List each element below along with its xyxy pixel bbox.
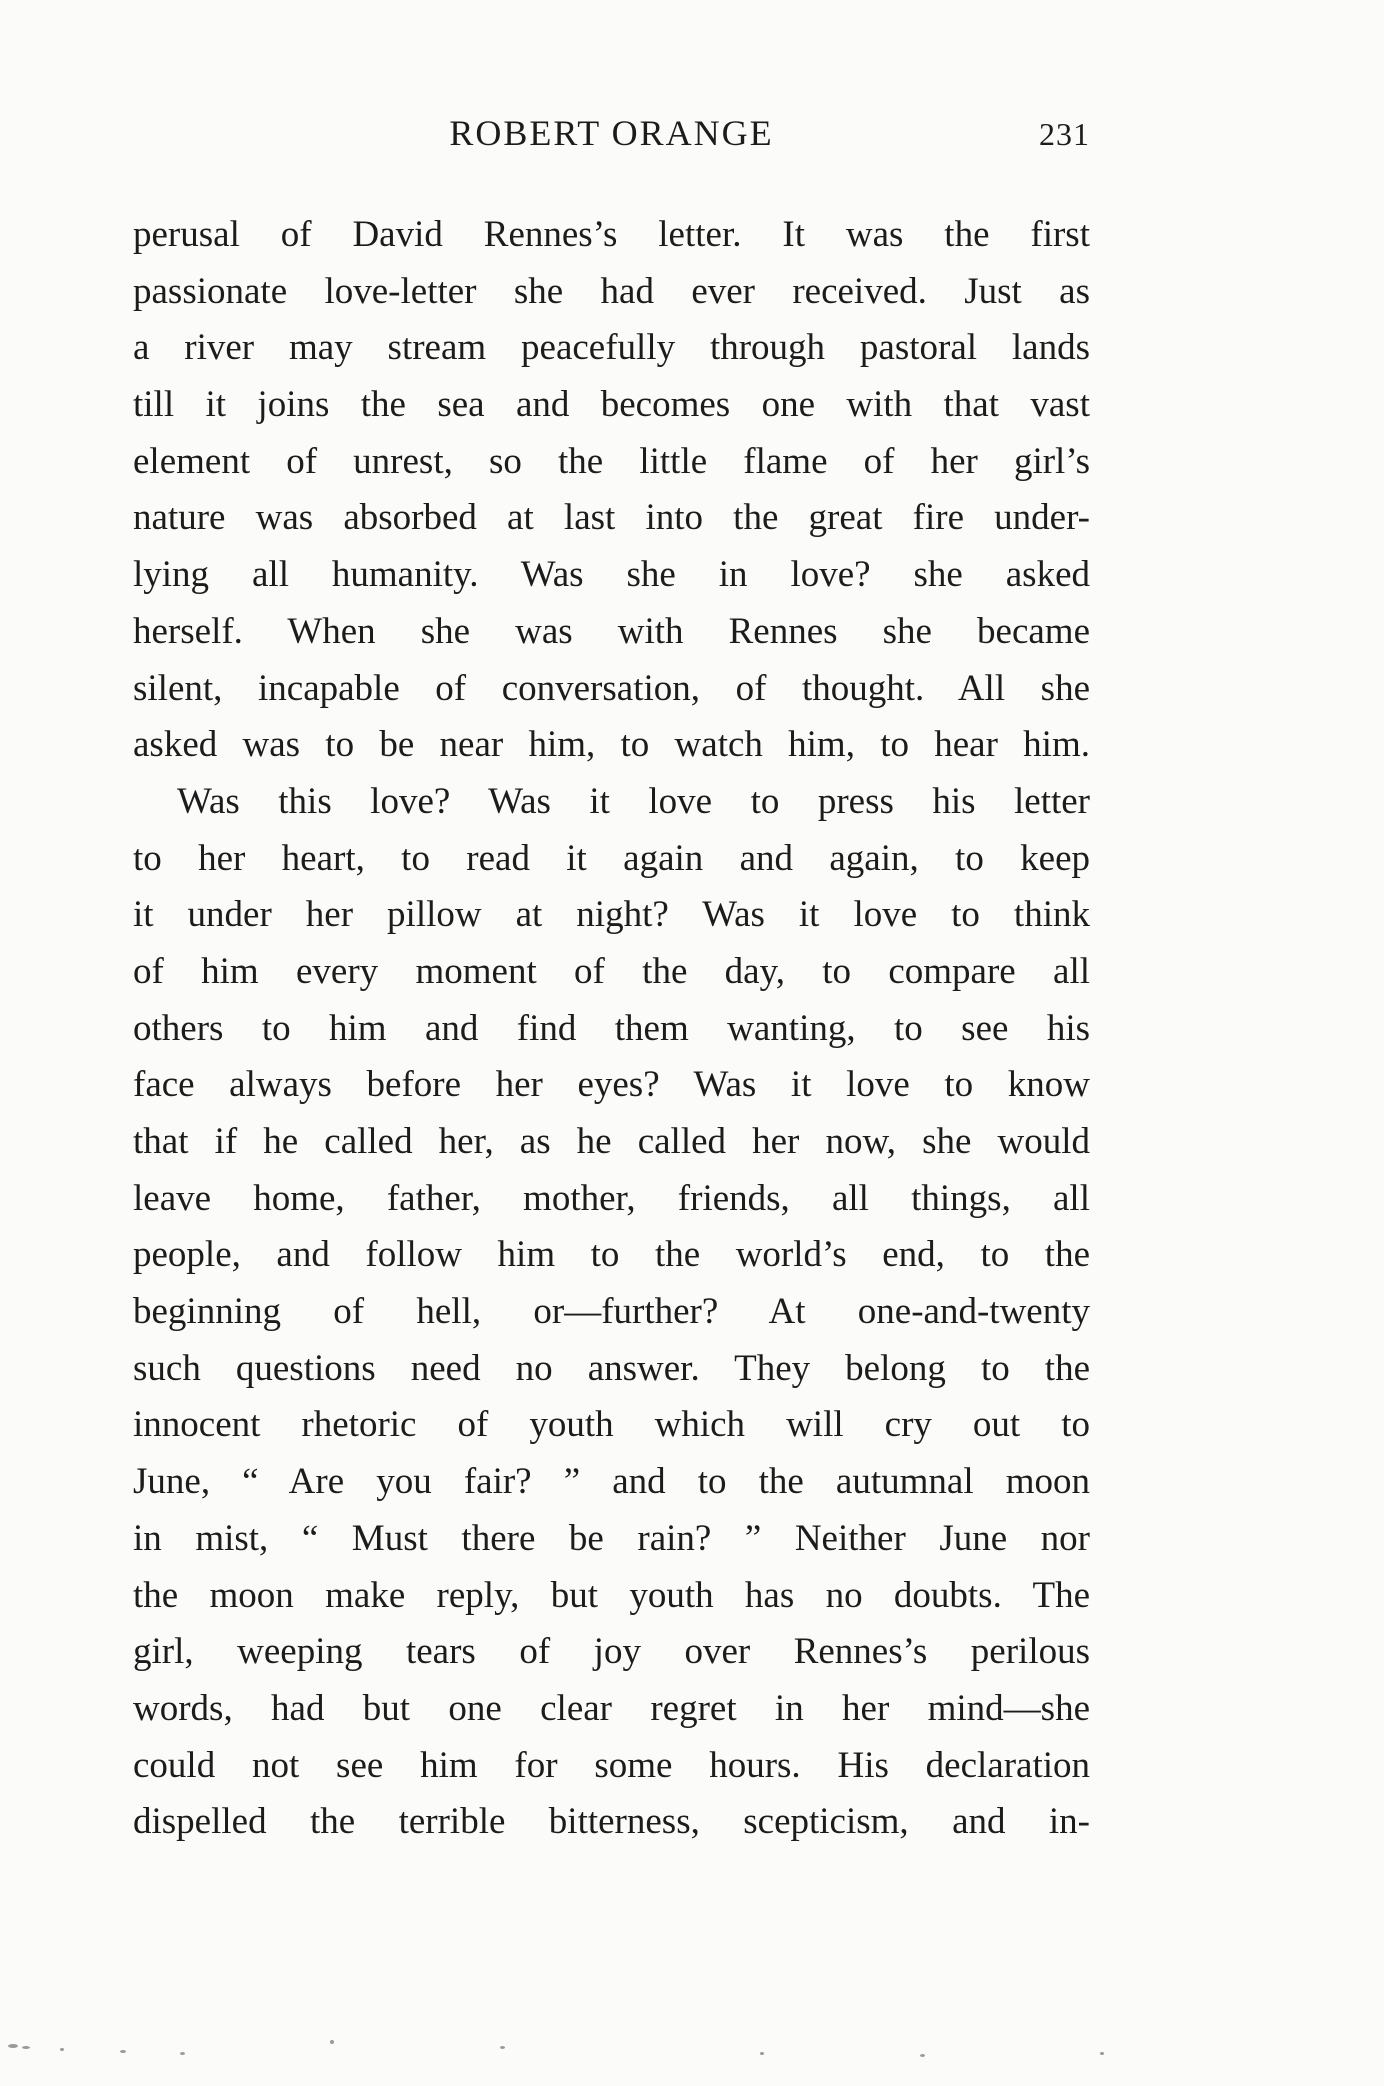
text-line: till it joins the sea and becomes one with that vast	[133, 384, 1090, 426]
scan-speck	[22, 2046, 30, 2049]
text-line: people, and follow him to the world’s end, to the	[133, 1234, 1090, 1276]
scan-speck	[920, 2054, 925, 2057]
text-line: passionate love-letter she had ever received. Just as	[133, 270, 1090, 312]
text-line: it under her pillow at night? Was it love to think	[133, 894, 1090, 936]
text-line: words, had but one clear regret in her mind—she	[133, 1687, 1090, 1729]
scan-speck	[760, 2052, 764, 2055]
text-line: a river may stream peacefully through pastoral lands	[133, 327, 1090, 369]
text-line: to her heart, to read it again and again, to keep	[133, 837, 1090, 879]
text-line: face always before her eyes? Was it love to know	[133, 1064, 1090, 1106]
text-line: in mist, “ Must there be rain? ” Neither June nor	[133, 1517, 1090, 1559]
paragraph-start-line: Was this love? Was it love to press his letter	[177, 780, 1090, 822]
text-line: lying all humanity. Was she in love? she asked	[133, 554, 1090, 596]
text-line: dispelled the terrible bitterness, scepticism, and in-	[133, 1801, 1090, 1843]
scan-noise-specks	[0, 1966, 1384, 2086]
text-line: asked was to be near him, to watch him, to hear him.	[133, 724, 1090, 766]
text-line: beginning of hell, or—further? At one-and-twenty	[133, 1291, 1090, 1333]
text-line: innocent rhetoric of youth which will cry out to	[133, 1404, 1090, 1446]
text-line: perusal of David Rennes’s letter. It was the first	[133, 214, 1090, 255]
text-line: girl, weeping tears of joy over Rennes’s perilous	[133, 1631, 1090, 1673]
scan-speck	[120, 2050, 126, 2053]
text-line: such questions need no answer. They belong to the	[133, 1347, 1090, 1389]
text-line: the moon make reply, but youth has no doubts. The	[133, 1574, 1090, 1616]
text-line: June, “ Are you fair? ” and to the autumnal moon	[133, 1461, 1090, 1503]
text-line: of him every moment of the day, to compare all	[133, 950, 1090, 992]
text-line: leave home, father, mother, friends, all things, all	[133, 1177, 1090, 1219]
running-title: ROBERT ORANGE	[449, 113, 774, 153]
text-line: herself. When she was with Rennes she became	[133, 610, 1090, 652]
running-head	[133, 112, 1090, 162]
page-number: 231	[1039, 116, 1090, 152]
text-line: could not see him for some hours. His declaration	[133, 1744, 1090, 1786]
scan-speck	[8, 2044, 18, 2048]
text-line: that if he called her, as he called her now, she would	[133, 1121, 1090, 1162]
scan-speck	[1100, 2052, 1104, 2055]
text-line: silent, incapable of conversation, of thought. All she	[133, 667, 1090, 709]
text-line: nature was absorbed at last into the great fire under-	[133, 497, 1090, 539]
body-text	[133, 207, 1090, 1851]
scan-speck	[500, 2046, 505, 2049]
text-line: others to him and find them wanting, to see his	[133, 1007, 1090, 1049]
scan-speck	[60, 2048, 64, 2051]
scan-speck	[180, 2052, 185, 2055]
scan-speck	[330, 2040, 334, 2044]
text-line: element of unrest, so the little flame of her girl’s	[133, 440, 1090, 482]
